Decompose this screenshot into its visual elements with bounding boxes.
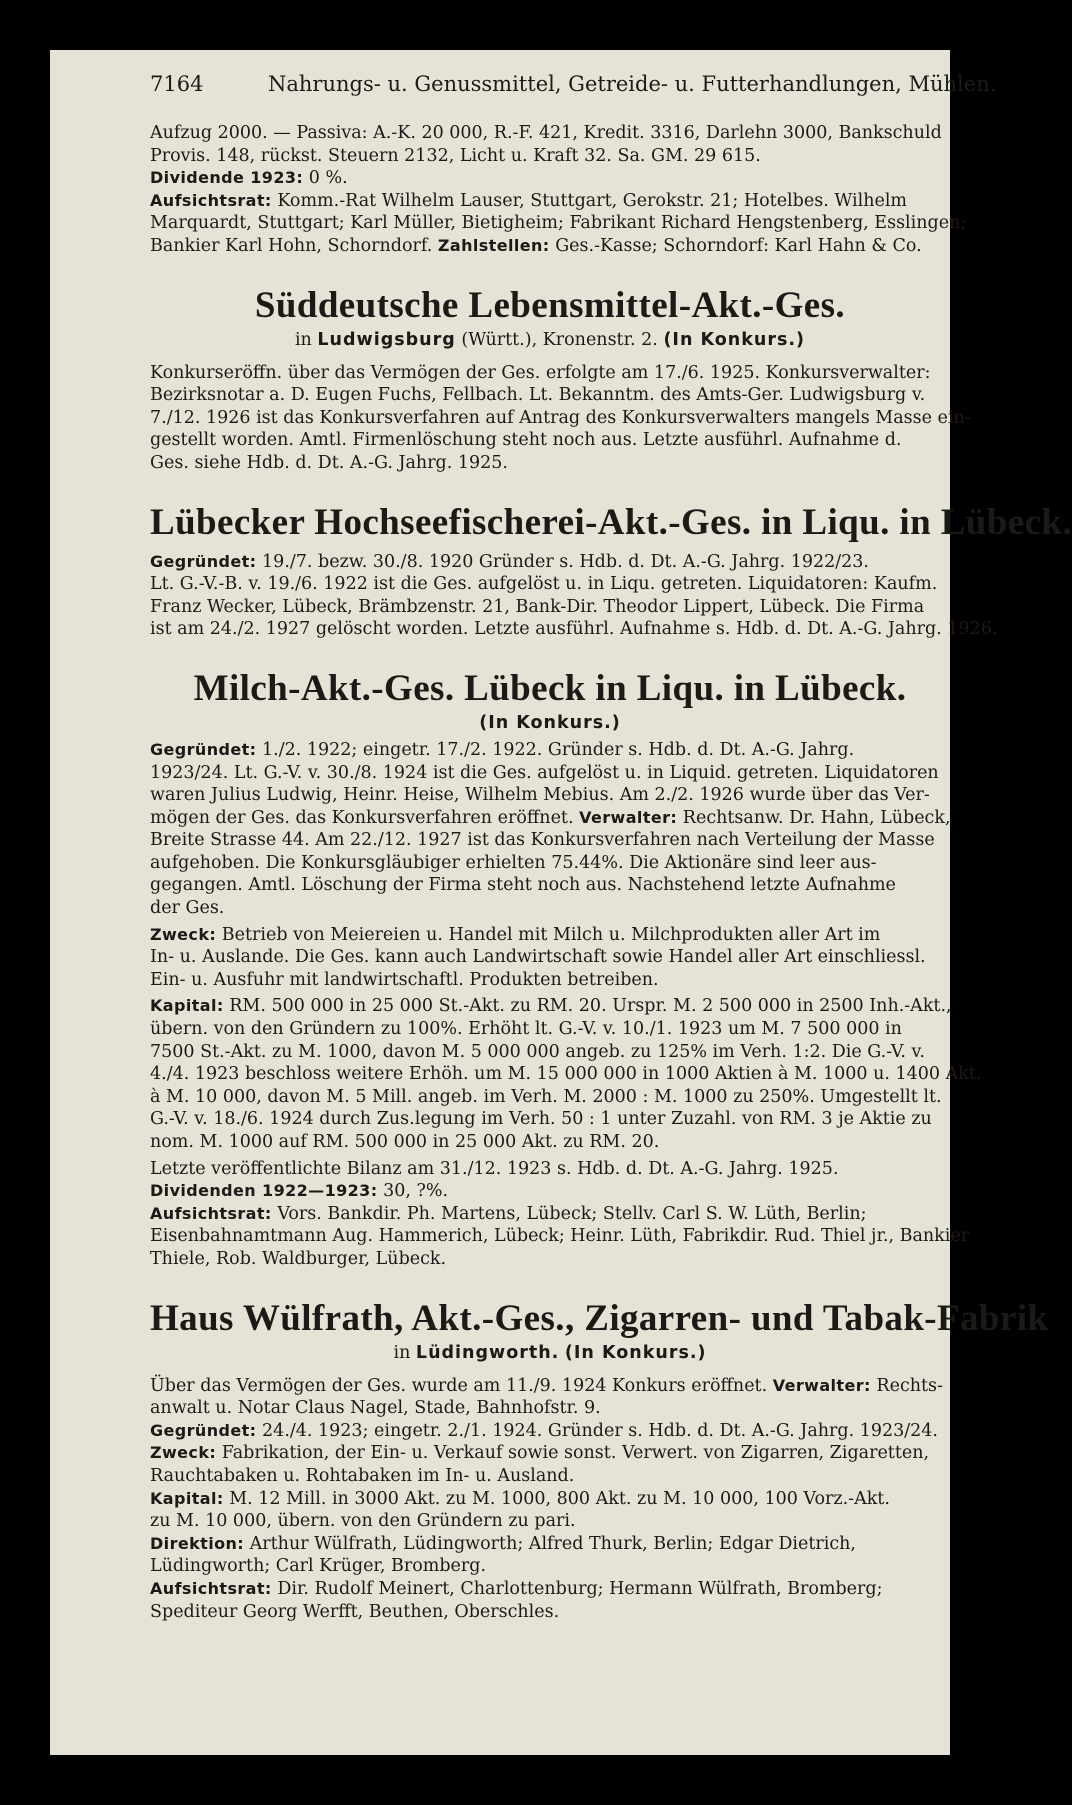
zahlstellen-label: Zahlstellen: <box>437 235 550 255</box>
text-line: Breite Strasse 44. Am 22./12. 1927 ist das Konkursverfahren nach Verteilung der Masse <box>150 830 935 851</box>
zweck-line <box>150 1442 950 1465</box>
entry-luebecker-hochseefischerei <box>150 501 1072 641</box>
entry-milch-ag <box>150 667 982 1271</box>
text-line: 4./4. 1923 beschloss weitere Erhöh. um M. 15 000 000 in 1000 Aktien à M. 1000 u. 1400 Akt. <box>150 1064 982 1085</box>
text-line: Spediteur Georg Werfft, Beuthen, Oberschles. <box>150 1601 560 1622</box>
konkurs-marker: (In Konkurs.) <box>479 712 621 733</box>
location-line <box>150 1341 950 1365</box>
aufsichtsrat-line <box>150 190 950 213</box>
text-fragment: Über das Vermögen der Ges. wurde am 11./9. 1924 Konkurs eröffnet. <box>150 1375 768 1396</box>
kapital-line <box>150 995 950 1018</box>
kapital-label: Kapital: <box>150 996 224 1016</box>
kapital-text: M. 12 Mill. in 3000 Akt. zu M. 1000, 800 Akt. zu M. 10 000, 100 Vorz.-Akt. <box>229 1488 890 1509</box>
text-line: Rauchtabaken u. Rohtabaken im In- u. Ausland. <box>150 1465 575 1486</box>
gegruendet-label: Gegründet: <box>150 551 257 571</box>
company-title: Lübecker Hochseefischerei-Akt.-Ges. in Liqu. in Lübeck. <box>150 501 1072 543</box>
gegruendet-line <box>150 551 950 574</box>
text-line: übern. von den Gründern zu 100%. Erhöht lt. G.-V. v. 10./1. 1923 um M. 7 500 000 in <box>150 1019 902 1040</box>
text-line: Ges. siehe Hdb. d. Dt. A.-G. Jahrg. 1925. <box>150 452 508 473</box>
text-line: Bezirksnotar a. D. Eugen Fuchs, Fellbach. Lt. Bekanntm. des Amts-Ger. Ludwigsburg v. <box>150 385 926 406</box>
zweck-text: Betrieb von Meiereien u. Handel mit Milch u. Milchprodukten aller Art im <box>221 924 881 945</box>
entry-haus-wuelfrath <box>150 1297 1049 1624</box>
bilanz-line: Letzte veröffentlichte Bilanz am 31./12. 1923 s. Hdb. d. Dt. A.-G. Jahrg. 1925. <box>150 1158 839 1179</box>
text-line: waren Julius Ludwig, Heinr. Heise, Wilhelm Mebius. Am 2./2. 1926 wurde über das Ver- <box>150 785 930 806</box>
aufsichtsrat-line <box>150 1578 950 1601</box>
konkurs-marker: (In Konkurs.) <box>564 1342 707 1363</box>
verwalter-label: Verwalter: <box>772 1375 871 1395</box>
aufsichtsrat-text: Dir. Rudolf Meinert, Charlottenburg; Hermann Wülfrath, Bromberg; <box>277 1578 883 1599</box>
loc-rest: (Württ.), Kronenstr. 2. <box>461 329 658 350</box>
aufsichtsrat-text: Vors. Bankdir. Ph. Martens, Lübeck; Stellv. Carl S. W. Lüth, Berlin; <box>277 1203 867 1224</box>
text-line: 1923/24. Lt. G.-V. v. 30./8. 1924 ist die Ges. aufgelöst u. in Liquid. getreten. Liquidatoren <box>150 762 939 783</box>
aufsichtsrat-text: Komm.-Rat Wilhelm Lauser, Stuttgart, Gerokstr. 21; Hotelbes. Wilhelm <box>277 190 908 211</box>
scanned-page <box>50 50 1072 1755</box>
loc-prefix: in <box>294 329 312 350</box>
running-header <box>150 72 997 96</box>
text-line: anwalt u. Notar Claus Nagel, Stade, Bahnhofstr. 9. <box>150 1398 601 1419</box>
text-line: G.-V. v. 18./6. 1924 durch Zus.legung im Verh. 50 : 1 unter Zuzahl. von RM. 3 je Aktie zu <box>150 1109 932 1130</box>
page-content <box>150 72 1072 1623</box>
verwalter-line <box>150 807 950 830</box>
dividende-value: 0 %. <box>308 168 348 189</box>
text-fragment: Bankier Karl Hohn, Schorndorf. <box>150 235 433 256</box>
aufsichtsrat-label: Aufsichtsrat: <box>150 1578 272 1598</box>
aufsichtsrat-label: Aufsichtsrat: <box>150 190 272 210</box>
text-line: der Ges. <box>150 898 225 919</box>
city-name: Lüdingworth. <box>415 1342 560 1363</box>
text-line: ist am 24./2. 1927 gelöscht worden. Letzte ausführl. Aufnahme s. Hdb. d. Dt. A.-G. Jahrg. 1926. <box>150 619 998 640</box>
gegruendet-text: 1./2. 1922; eingetr. 17./2. 1922. Gründer s. Hdb. d. Dt. A.-G. Jahrg. <box>262 739 855 760</box>
kapital-line <box>150 1488 950 1511</box>
page-number: 7164 <box>150 72 204 96</box>
zahlstellen-text: Ges.-Kasse; Schorndorf: Karl Hahn & Co. <box>555 235 922 256</box>
text-fragment: mögen der Ges. das Konkursverfahren eröffnet. <box>150 807 574 828</box>
text-line: 7./12. 1926 ist das Konkursverfahren auf Antrag des Konkursverwalters mangels Masse ein- <box>150 407 971 428</box>
kapital-text: RM. 500 000 in 25 000 St.-Akt. zu RM. 20. Urspr. M. 2 500 000 in 2500 Inh.-Akt., <box>229 996 952 1017</box>
gegruendet-label: Gegründet: <box>150 1420 257 1440</box>
gegruendet-text: 19./7. bezw. 30./8. 1920 Gründer s. Hdb. d. Dt. A.-G. Jahrg. 1922/23. <box>262 551 869 572</box>
gegruendet-text: 24./4. 1923; eingetr. 2./1. 1924. Gründer s. Hdb. d. Dt. A.-G. Jahrg. 1923/24. <box>262 1420 938 1441</box>
company-title: Milch-Akt.-Ges. Lübeck in Liqu. in Lübeck. <box>193 667 907 709</box>
zweck-label: Zweck: <box>150 1443 217 1463</box>
text-line: Aufzug 2000. — Passiva: A.-K. 20 000, R.-F. 421, Kredit. 3316, Darlehn 3000, Bankschuld <box>150 123 942 143</box>
text-line: nom. M. 1000 auf RM. 500 000 in 25 000 Akt. zu RM. 20. <box>150 1132 660 1152</box>
intro-entry <box>150 122 967 258</box>
gegruendet-line <box>150 739 950 762</box>
text-line: gestellt worden. Amtl. Firmenlöschung steht noch aus. Letzte ausführl. Aufnahme d. <box>150 430 902 451</box>
gegruendet-label: Gegründet: <box>150 739 257 759</box>
company-title: Süddeutsche Lebensmittel-Akt.-Ges. <box>254 284 846 326</box>
text-line: Provis. 148, rückst. Steuern 2132, Licht u. Kraft 32. Sa. GM. 29 615. <box>150 145 761 166</box>
text-line: In- u. Auslande. Die Ges. kann auch Landwirtschaft sowie Handel aller Art einschliessl. <box>150 947 926 968</box>
running-title: Nahrungs- u. Genussmittel, Getreide- u. Futterhandlungen, Mühlen. <box>268 72 997 96</box>
location-line <box>150 328 950 352</box>
text-line: Thiele, Rob. Waldburger, Lübeck. <box>150 1248 447 1269</box>
dividende-label: Dividende 1923: <box>150 168 304 188</box>
city-name: Ludwigsburg <box>317 329 456 350</box>
dividende-line <box>150 167 950 190</box>
aufsichtsrat-label: Aufsichtsrat: <box>150 1203 272 1223</box>
text-line: zu M. 10 000, übern. von den Gründern zu pari. <box>150 1511 576 1532</box>
verwalter-line <box>150 1375 950 1398</box>
text-line: gegangen. Amtl. Löschung der Firma steht noch aus. Nachstehend letzte Aufnahme <box>150 875 896 896</box>
direktion-text: Arthur Wülfrath, Lüdingworth; Alfred Thurk, Berlin; Edgar Dietrich, <box>249 1533 856 1554</box>
zweck-line <box>150 924 950 947</box>
verwalter-text: Rechtsanw. Dr. Hahn, Lübeck, <box>682 807 951 828</box>
text-line: Franz Wecker, Lübeck, Brämbzenstr. 21, Bank-Dir. Theodor Lippert, Lübeck. Die Firma <box>150 596 925 617</box>
gegruendet-line <box>150 1420 950 1443</box>
aufsichtsrat-line <box>150 1203 950 1226</box>
entry-sueddeutsche <box>150 284 971 475</box>
text-line: Marquardt, Stuttgart; Karl Müller, Bietigheim; Fabrikant Richard Hengstenberg, Esslingen; <box>150 213 967 234</box>
dividenden-label: Dividenden 1922—1923: <box>150 1181 378 1201</box>
text-line: Konkurseröffn. über das Vermögen der Ges. erfolgte am 17./6. 1925. Konkursverwalter: <box>150 362 931 383</box>
text-line: Lüdingworth; Carl Krüger, Bromberg. <box>150 1556 487 1577</box>
text-line: aufgehoben. Die Konkursgläubiger erhielten 75.44%. Die Aktionäre sind leer aus- <box>150 852 877 873</box>
zahlstellen-line <box>150 235 950 258</box>
dividenden-text: 30, ?%. <box>383 1181 449 1202</box>
zweck-label: Zweck: <box>150 924 217 944</box>
verwalter-text: Rechts- <box>876 1375 943 1396</box>
text-line: 7500 St.-Akt. zu M. 1000, davon M. 5 000 000 angeb. zu 125% im Verh. 1:2. Die G.-V. v. <box>150 1041 925 1062</box>
dividenden-line <box>150 1180 950 1203</box>
company-title: Haus Wülfrath, Akt.-Ges., Zigarren- und Tabak-Fabrik <box>150 1297 1049 1339</box>
text-line: à M. 10 000, davon M. 5 Mill. angeb. im Verh. M. 2000 : M. 1000 zu 250%. Umgestellt lt. <box>150 1086 942 1107</box>
text-line: Eisenbahnamtmann Aug. Hammerich, Lübeck; Heinr. Lüth, Fabrikdir. Rud. Thiel jr., Bankier <box>150 1226 970 1247</box>
verwalter-label: Verwalter: <box>579 807 678 827</box>
text-line: Lt. G.-V.-B. v. 19./6. 1922 ist die Ges. aufgelöst u. in Liqu. getreten. Liquidatoren: Kaufm. <box>150 574 938 595</box>
direktion-line <box>150 1533 950 1556</box>
text-line: Ein- u. Ausfuhr mit landwirtschaftl. Produkten betreiben. <box>150 969 659 990</box>
zweck-text: Fabrikation, der Ein- u. Verkauf sowie sonst. Verwert. von Zigarren, Zigaretten, <box>221 1443 930 1464</box>
direktion-label: Direktion: <box>150 1533 245 1553</box>
loc-prefix: in <box>393 1342 411 1363</box>
kapital-label: Kapital: <box>150 1488 224 1508</box>
konkurs-marker: (In Konkurs.) <box>663 329 806 350</box>
